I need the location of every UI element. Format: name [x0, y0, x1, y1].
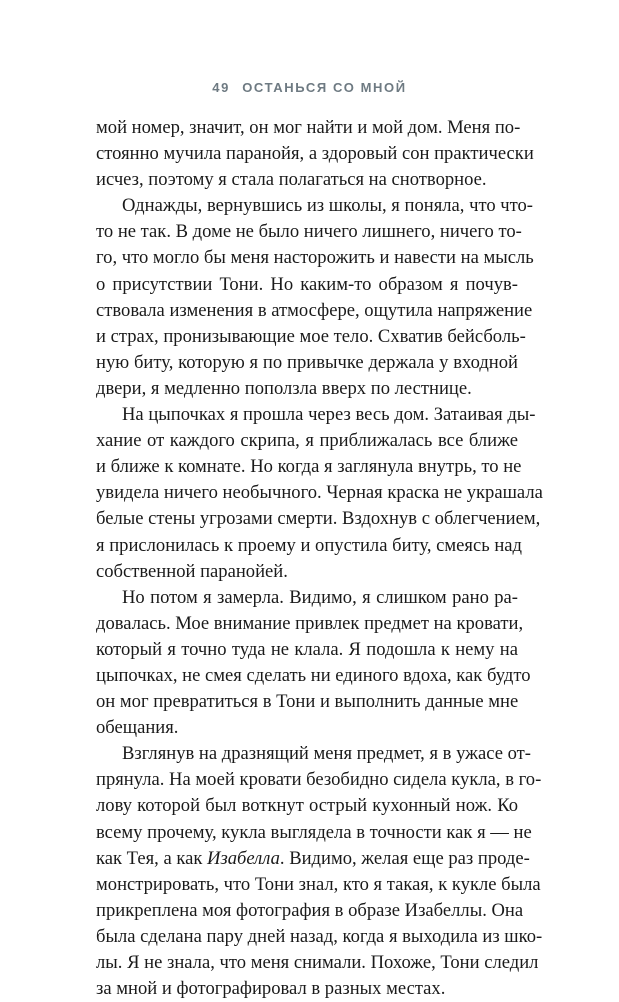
text-line: белые стены угрозами смерти. Вздохнув с облегчением, — [96, 508, 541, 530]
text-line: ную биту, которую я по привычке держала у входной — [96, 351, 518, 373]
text-line: собственной паранойей. — [96, 560, 288, 582]
text-line: довалась. Мое внимание привлек предмет на кровати, — [96, 612, 524, 634]
paragraph — [96, 193, 534, 402]
paragraph — [96, 115, 534, 193]
text-line: прикреплена моя фотография в образе Изабеллы. Она — [96, 899, 524, 921]
text-line: и ближе к комнате. Но когда я заглянула внутрь, то не — [96, 456, 522, 478]
text-line: монстрировать, что Тони знал, кто я такая, к кукле была — [96, 873, 541, 895]
emphasized-name: Изабелла — [207, 847, 280, 869]
text-line: лы. Я не знала, что меня снимали. Похоже, Тони следил — [96, 952, 539, 973]
text-line: хание от каждого скрипа, я приближалась все ближе — [96, 430, 518, 452]
text-line: я прислонилась к проему и опустила биту, смеясь над — [96, 534, 523, 556]
text-line: го, что могло бы меня насторожить и навести на мысль — [96, 247, 534, 269]
text-line: цыпочках, не смея сделать ни единого вдоха, как будто — [96, 664, 531, 686]
text-line: исчез, поэтому я стала полагаться на снотворное. — [96, 169, 487, 191]
running-head — [0, 80, 619, 95]
text-line: и страх, пронизывающие мое тело. Схватив бейсболь- — [96, 325, 526, 347]
text-line: На цыпочках я прошла через весь дом. Затаивая ды- — [122, 404, 536, 426]
text-line: за мной и фотографировал в разных местах. — [96, 978, 446, 1000]
text-line: мой номер, значит, он мог найти и мой дом. Меня по- — [96, 117, 521, 138]
running-head-title: ОСТАНЬСЯ СО МНОЙ — [242, 80, 407, 95]
text-line: ствовала изменения в атмосфере, ощутила напряжение — [96, 299, 533, 321]
paragraph — [96, 741, 543, 1002]
text-line: обещания. — [96, 717, 179, 739]
text-line: о присутствии Тони. Но каким-то образом я почув- — [96, 273, 518, 295]
text-line: Взглянув на дразнящий меня предмет, я в ужасе от- — [122, 743, 531, 765]
text-line: двери, я медленно поползла вверх по лестнице. — [96, 377, 472, 399]
text-line: Но потом я замерла. Видимо, я слишком рано ра- — [122, 586, 518, 608]
page-number: 49 — [212, 80, 230, 95]
text-line: как Тея, а как Изабелла. Видимо, желая еще раз проде- — [96, 847, 530, 869]
text-line: Однажды, вернувшись из школы, я поняла, что что- — [122, 195, 533, 217]
text-line: увидела ничего необычного. Черная краска не украшала — [96, 482, 543, 504]
text-line: прянула. На моей кровати безобидно сидела кукла, в го- — [96, 769, 542, 791]
text-line: он мог превратиться в Тони и выполнить данные мне — [96, 691, 519, 713]
paragraph — [96, 585, 531, 742]
body-text — [96, 115, 543, 1002]
text-line: который я точно туда не клала. Я подошла к нему на — [96, 638, 518, 660]
text-line: лову которой был воткнут острый кухонный нож. Ко — [96, 795, 518, 817]
text-line: всему прочему, кукла выглядела в точности как я — не — [96, 821, 532, 843]
paragraph — [96, 402, 543, 585]
text-line: то не так. В доме не было ничего лишнего, ничего то- — [96, 221, 522, 243]
text-line: стоянно мучила паранойя, а здоровый сон практически — [96, 143, 534, 165]
text-line: была сделана пару дней назад, когда я выходила из шко- — [96, 925, 543, 947]
